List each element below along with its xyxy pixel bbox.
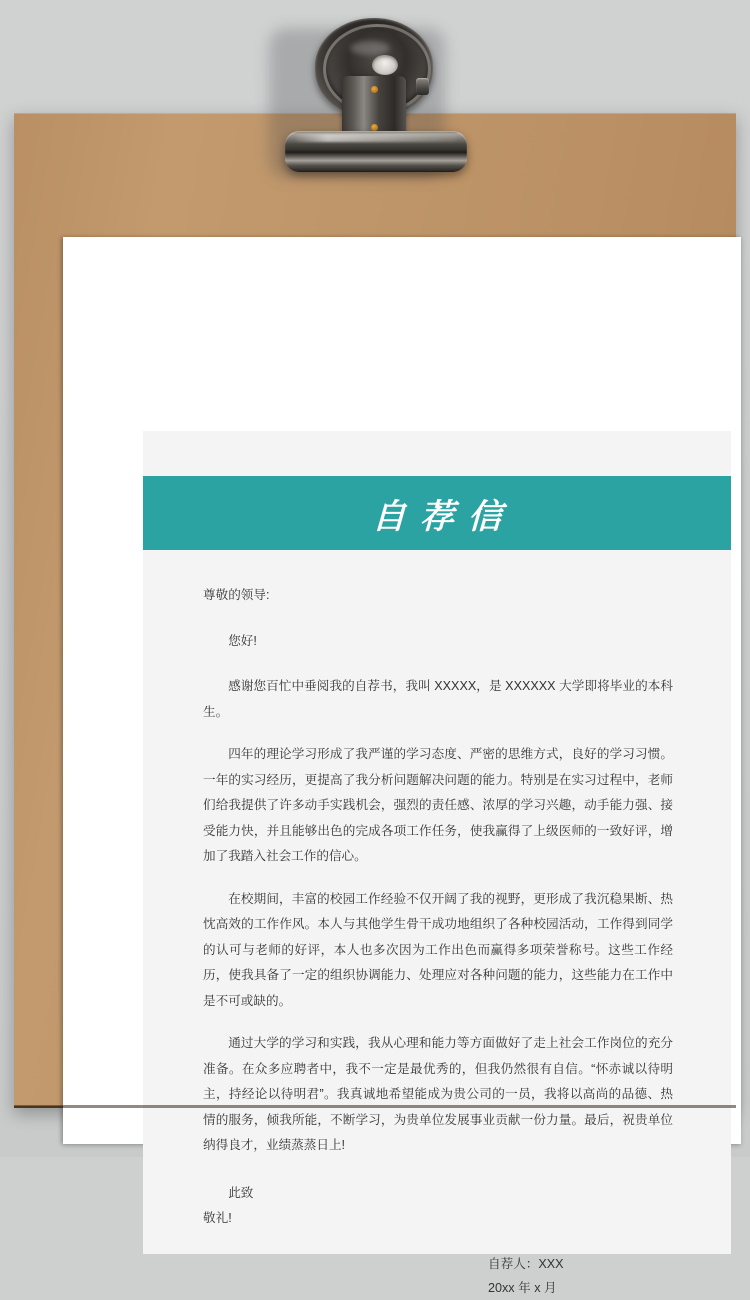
clip-highlight	[350, 41, 390, 55]
signature-date: 20xx 年 x 月	[488, 1280, 557, 1295]
salutation: 尊敬的领导:	[203, 588, 270, 602]
page-title: 自荐信	[371, 496, 517, 537]
letter-body	[203, 583, 673, 1300]
clip-rivet-lower	[371, 124, 378, 131]
closing-block	[203, 1181, 673, 1232]
clipboard-clip-icon	[285, 18, 467, 176]
clip-pressure-bar	[285, 131, 467, 172]
greeting: 您好!	[228, 633, 257, 648]
clip-side-tab	[416, 78, 429, 95]
clip-hanging-hole	[372, 55, 398, 75]
clip-rivet-upper	[371, 86, 378, 93]
intro-paragraph: 感谢您百忙中垂阅我的自荐书，我叫 XXXXX，是 XXXXXX 大学即将毕业的本科生。	[203, 679, 673, 719]
signature-name: 自荐人：XXX	[488, 1256, 564, 1271]
letter-document	[143, 431, 731, 1295]
letter-title-banner	[143, 476, 731, 550]
clipboard-board	[14, 113, 736, 1295]
closing-line-2: 敬礼!	[203, 1211, 232, 1225]
clip-bar-gleam	[295, 134, 457, 142]
body-paragraph-3: 通过大学的学习和实践，我从心理和能力等方面做好了走上社会工作岗位的充分准备。在众多应聘者中，我不一定是最优秀的，但我仍然很有自信。“怀赤诚以待明主，持经论以待明君”。我真诚地希望能成为贵公司的一员，我将以高尚的品德、热情的服务，倾我所能，不断学习，为贵单位发展事业贡献一份力量。最后，祝贵单位纳得良才，业绩蒸蒸日上!	[203, 1036, 673, 1152]
body-paragraph-1: 四年的理论学习形成了我严谨的学习态度、严密的思维方式，良好的学习习惯。一年的实习经历，更提高了我分析问题解决问题的能力。特别是在实习过程中，老师们给我提供了许多动手实践机会，强烈的责任感、浓厚的学习兴趣，动手能力强、接受能力快，并且能够出色的完成各项工作任务，使我赢得了上级医师的一致好评，增加了我踏入社会工作的信心。	[203, 747, 673, 863]
closing-line-1: 此致	[228, 1185, 254, 1200]
paper-sheet	[63, 237, 741, 1295]
body-paragraph-2: 在校期间，丰富的校园工作经验不仅开阔了我的视野，更形成了我沉稳果断、热忱高效的工作作风。本人与其他学生骨干成功地组织了各种校园活动，工作得到同学的认可与老师的好评，本人也多次因为工作出色而赢得多项荣誉称号。这些工作经历，使我具备了一定的组织协调能力、处理应对各种问题的能力，这些能力在工作中是不可或缺的。	[203, 891, 673, 1008]
signature-block	[203, 1252, 673, 1300]
